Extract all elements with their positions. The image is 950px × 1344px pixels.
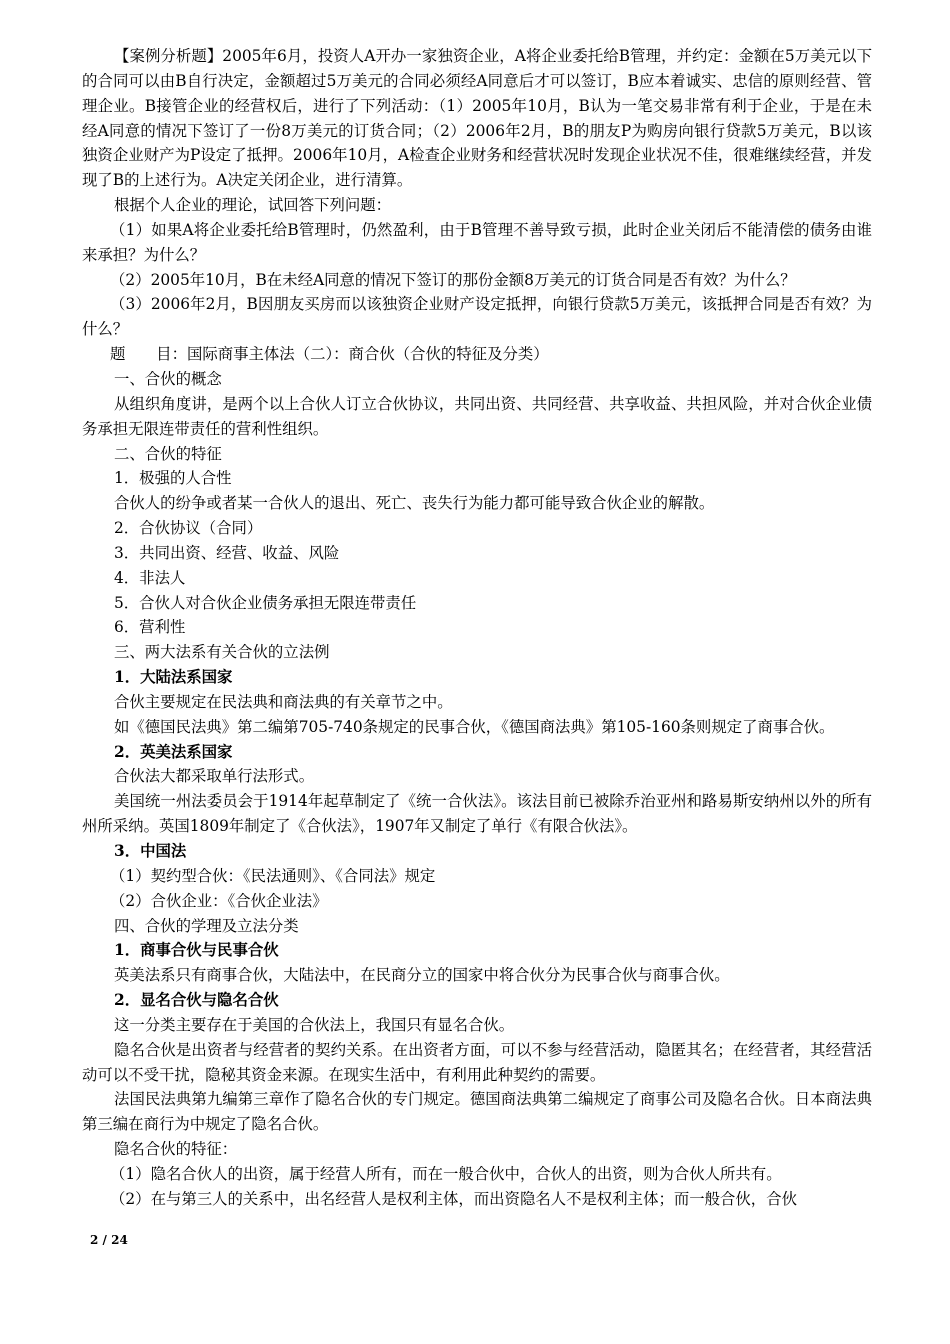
paragraph: 四、合伙的学理及立法分类 <box>114 916 299 935</box>
paragraph: 法国民法典第九编第三章作了隐名合伙的专门规定。德国商法典第二编规定了商事公司及隐名合伙。日本商法典第三编在商行为中规定了隐名合伙。 <box>82 1090 872 1134</box>
paragraph: 这一分类主要存在于美国的合伙法上，我国只有显名合伙。 <box>114 1015 515 1034</box>
paragraph: （1）契约型合伙：《民法通则》、《合同法》规定 <box>110 866 436 885</box>
page-number: 2 / 24 <box>90 1233 128 1247</box>
paragraph: 二、合伙的特征 <box>114 444 222 463</box>
paragraph: 1．大陆法系国家 <box>114 668 233 687</box>
paragraph: 根据个人企业的理论，试回答下列问题： <box>114 196 392 215</box>
paragraph: 1．商事合伙与民事合伙 <box>114 941 279 960</box>
paragraph: （1）如果A将企业委托给B管理时，仍然盈利，由于B管理不善导致亏损，此时企业关闭后不能清偿的债务由谁来承担？为什么？ <box>82 220 872 264</box>
paragraph: 合伙法大都采取单行法形式。 <box>114 767 315 786</box>
paragraph: 2．合伙协议（合同） <box>114 519 263 538</box>
paragraph: 三、两大法系有关合伙的立法例 <box>114 643 330 662</box>
paragraph: 4．非法人 <box>114 568 186 587</box>
paragraph: 隐名合伙是出资者与经营者的契约关系。在出资者方面，可以不参与经营活动，隐匿其名；在经营者，其经营活动可以不受干扰，隐秘其资金来源。在现实生活中，有利用此种契约的需要。 <box>82 1040 872 1084</box>
paragraph: 1．极强的人合性 <box>114 469 232 488</box>
paragraph: 从组织角度讲，是两个以上合伙人订立合伙协议，共同出资、共同经营、共享收益、共担风险，并对合伙企业债务承担无限连带责任的营利性组织。 <box>82 394 872 438</box>
paragraph: 合伙人的纷争或者某一合伙人的退出、死亡、丧失行为能力都可能导致合伙企业的解散。 <box>114 494 715 513</box>
paragraph: 3．共同出资、经营、收益、风险 <box>114 543 340 562</box>
paragraph: 3．中国法 <box>114 842 187 860</box>
paragraph: 【案例分析题】2005年6月，投资人A开办一家独资企业，A将企业委托给B管理，并约定：金额在5万美元以下的合同可以由B自行决定，金额超过5万美元的合同必须经A同意后才可以签订，B应本着诚实、忠信的原则经营、管理企业。B接管企业的经营权后，进行了下列活动：（1）2005年10月，B认为一笔交易非常有利于企业，于是在未经A同意的情况下签订了一份8万美元的订货合同；（2）2006年2月，B的朋友P为购房向银行贷款5万美元，B以该独资企业财产为P设定了抵押。2006年10月，A检查企业财务和经营状况时发现企业状况不佳，很难继续经营，并发现了B的上述行为。A决定关闭企业，进行清算。 <box>82 47 872 190</box>
paragraph: 隐名合伙的特征： <box>114 1140 238 1159</box>
paragraph: （1）隐名合伙人的出资，属于经营人所有，而在一般合伙中，合伙人的出资，则为合伙人所共有。 <box>110 1164 782 1183</box>
paragraph: 美国统一州法委员会于1914年起草制定了《统一合伙法》。该法目前已被除乔治亚州和路易斯安纳州以外的所有州所采纳。英国1809年制定了《合伙法》，1907年又制定了单行《有限合伙法》。 <box>82 792 872 836</box>
paragraph: （2）在与第三人的关系中，出名经营人是权利主体，而出资隐名人不是权利主体；而一般合伙，合伙 <box>110 1189 797 1208</box>
paragraph: 合伙主要规定在民法典和商法典的有关章节之中。 <box>114 692 453 711</box>
paragraph: 如《德国民法典》第二编第705-740条规定的民事合伙，《德国商法典》第105-160条则规定了商事合伙。 <box>114 717 835 736</box>
paragraph: （3）2006年2月，B因朋友买房而以该独资企业财产设定抵押，向银行贷款5万美元，该抵押合同是否有效？为什么？ <box>82 295 872 339</box>
paragraph: 2．英美法系国家 <box>114 742 233 761</box>
paragraph: 5．合伙人对合伙企业债务承担无限连带责任 <box>114 593 417 612</box>
paragraph: （2）2005年10月，B在未经A同意的情况下签订的那份金额8万美元的订货合同是否有效？为什么？ <box>110 270 796 289</box>
paragraph: 一、合伙的概念 <box>114 369 222 388</box>
paragraph: 2．显名合伙与隐名合伙 <box>114 991 279 1010</box>
paragraph: 6．营利性 <box>114 618 186 637</box>
document-body <box>82 44 872 1212</box>
paragraph: 英美法系只有商事合伙，大陆法中，在民商分立的国家中将合伙分为民事合伙与商事合伙。 <box>114 966 730 985</box>
paragraph: （2）合伙企业：《合伙企业法》 <box>110 891 328 910</box>
paragraph: 题 目：国际商事主体法（二）：商合伙（合伙的特征及分类） <box>110 345 549 364</box>
